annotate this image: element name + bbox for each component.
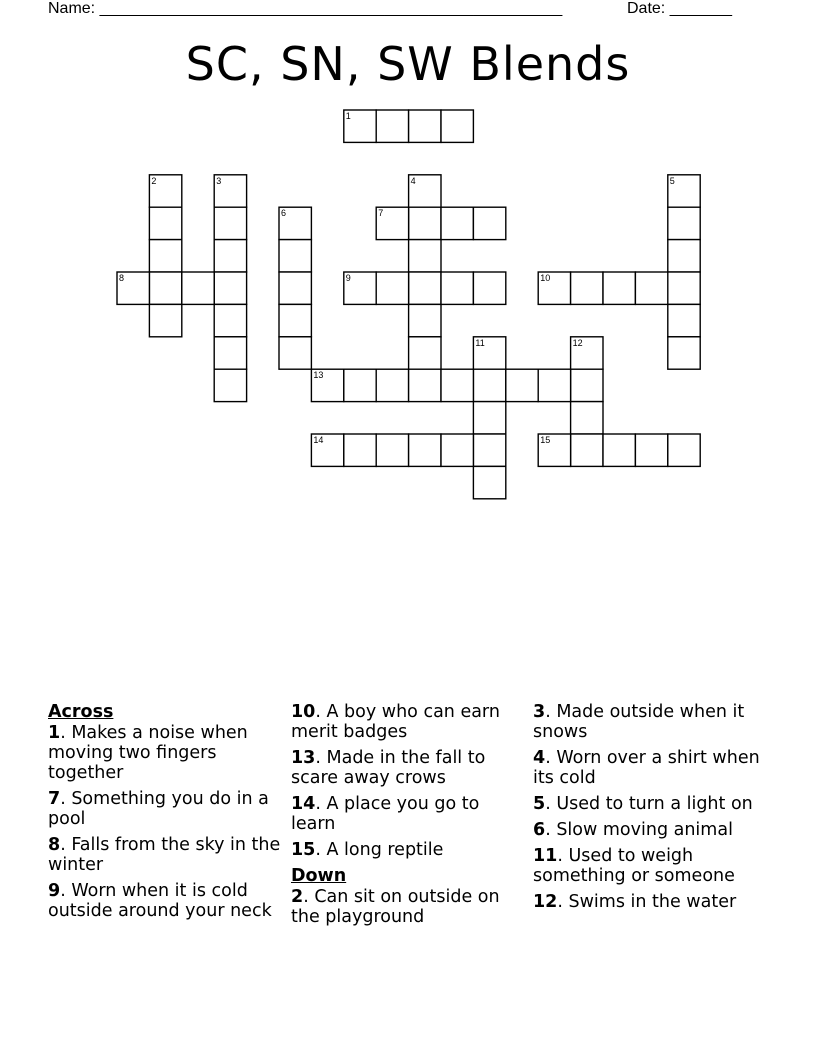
grid-cell[interactable] — [279, 272, 311, 304]
clue-number-label: 3 — [216, 175, 222, 186]
clue-number-label: 5 — [669, 175, 675, 186]
grid-cell[interactable] — [376, 272, 408, 304]
page-title: SC, SN, SW Blends — [185, 37, 631, 91]
grid-cell[interactable] — [441, 434, 473, 466]
grid-cell[interactable] — [668, 272, 700, 304]
grid-cell[interactable] — [441, 207, 473, 239]
grid-cell[interactable] — [473, 369, 505, 401]
grid-cell[interactable] — [538, 434, 570, 466]
grid-cell[interactable] — [571, 402, 603, 434]
grid-cell[interactable] — [311, 369, 343, 401]
clue-number-label: 12 — [572, 337, 583, 348]
grid-cell[interactable] — [344, 272, 376, 304]
grid-cell[interactable] — [214, 272, 246, 304]
grid-cell[interactable] — [473, 207, 505, 239]
clue-across-9: 9. Worn when it is cold outside around your neck — [48, 881, 272, 921]
clue-number-label: 6 — [281, 208, 287, 219]
grid-cell[interactable] — [149, 304, 181, 336]
clue-down-6: 6. Slow moving animal — [533, 820, 733, 840]
grid-cell[interactable] — [344, 110, 376, 142]
grid-cell[interactable] — [376, 110, 408, 142]
grid-cell[interactable] — [149, 272, 181, 304]
name-field[interactable] — [48, 0, 562, 18]
clue-number-label: 15 — [540, 435, 551, 445]
grid-cell[interactable] — [311, 434, 343, 466]
grid-cell[interactable] — [279, 207, 311, 239]
clue-across-8: 8. Falls from the sky in the winter — [48, 835, 281, 875]
clue-number-label: 7 — [378, 208, 384, 219]
grid-cell[interactable] — [506, 369, 538, 401]
grid-cell[interactable] — [473, 466, 505, 498]
grid-cell[interactable] — [409, 369, 441, 401]
grid-cell[interactable] — [117, 272, 149, 304]
grid-cell[interactable] — [376, 207, 408, 239]
grid-cell[interactable] — [668, 337, 700, 369]
grid-cell[interactable] — [409, 110, 441, 142]
grid-cell[interactable] — [668, 304, 700, 336]
grid-cell[interactable] — [409, 434, 441, 466]
grid-cell[interactable] — [571, 272, 603, 304]
grid-cell[interactable] — [214, 240, 246, 272]
clue-number-label: 13 — [313, 370, 324, 381]
grid-cell[interactable] — [214, 369, 246, 401]
grid-cell[interactable] — [538, 272, 570, 304]
grid-cell[interactable] — [603, 434, 635, 466]
clue-number-label: 2 — [151, 175, 157, 186]
across-heading: Across — [48, 702, 114, 722]
name-label: Name: — [48, 0, 100, 17]
grid-cell[interactable] — [214, 304, 246, 336]
grid-cell[interactable] — [441, 110, 473, 142]
date-label: Date: — [627, 0, 670, 17]
grid-cell[interactable] — [571, 369, 603, 401]
grid-cell[interactable] — [668, 175, 700, 207]
clue-number-label: 14 — [313, 435, 324, 445]
name-line[interactable]: ____________________________________________________ — [99, 0, 563, 17]
clue-number-label: 10 — [540, 273, 551, 283]
grid-cell[interactable] — [441, 369, 473, 401]
clue-number-label: 9 — [345, 273, 351, 283]
clue-across-15: 15. A long reptile — [291, 840, 444, 860]
grid-cell[interactable] — [571, 337, 603, 369]
clue-down-2: 2. Can sit on outside on the playground — [291, 887, 500, 927]
grid-cell[interactable] — [214, 337, 246, 369]
grid-cell[interactable] — [409, 272, 441, 304]
clue-across-7: 7. Something you do in a pool — [48, 789, 269, 829]
grid-cell[interactable] — [344, 369, 376, 401]
grid-cell[interactable] — [409, 207, 441, 239]
grid-cell[interactable] — [409, 240, 441, 272]
grid-cell[interactable] — [409, 304, 441, 336]
grid-cell[interactable] — [182, 272, 214, 304]
clue-across-10: 10. A boy who can earn merit badges — [291, 702, 500, 742]
grid-cell[interactable] — [473, 272, 505, 304]
clue-down-3: 3. Made outside when it snows — [533, 702, 745, 742]
grid-cell[interactable] — [376, 369, 408, 401]
clues-column-2 — [291, 702, 527, 933]
grid-cell[interactable] — [376, 434, 408, 466]
grid-cell[interactable] — [668, 207, 700, 239]
grid-cell[interactable] — [538, 369, 570, 401]
clue-number-label: 8 — [119, 273, 125, 283]
clue-down-12: 12. Swims in the water — [533, 892, 737, 912]
grid-cell[interactable] — [149, 207, 181, 239]
grid-cell[interactable] — [409, 175, 441, 207]
grid-cell[interactable] — [603, 272, 635, 304]
grid-cell[interactable] — [279, 337, 311, 369]
grid-cell[interactable] — [473, 402, 505, 434]
grid-cell[interactable] — [635, 434, 667, 466]
grid-cell[interactable] — [149, 175, 181, 207]
grid-cell[interactable] — [668, 434, 700, 466]
date-line[interactable]: _______ — [669, 0, 732, 17]
grid-cell[interactable] — [635, 272, 667, 304]
grid-cell[interactable] — [149, 240, 181, 272]
grid-cell[interactable] — [214, 207, 246, 239]
clue-across-1: 1. Makes a noise when moving two fingers together — [48, 723, 248, 783]
grid-cell[interactable] — [214, 175, 246, 207]
clue-number-label: 4 — [410, 175, 416, 186]
clues-column-1 — [48, 702, 284, 927]
grid-cell[interactable] — [279, 304, 311, 336]
down-heading: Down — [291, 866, 347, 886]
clues-column-3 — [533, 702, 773, 918]
clue-down-5: 5. Used to turn a light on — [533, 794, 753, 814]
grid-cell[interactable] — [668, 240, 700, 272]
clue-across-13: 13. Made in the fall to scare away crows — [291, 748, 486, 788]
grid-cell[interactable] — [344, 434, 376, 466]
grid-cell[interactable] — [571, 434, 603, 466]
grid-cell[interactable] — [409, 337, 441, 369]
grid-cell[interactable] — [441, 272, 473, 304]
clue-down-11: 11. Used to weigh something or someone — [533, 846, 735, 886]
grid-cell[interactable] — [473, 337, 505, 369]
clue-number-label: 11 — [475, 337, 485, 348]
grid-cell[interactable] — [473, 434, 505, 466]
clue-across-14: 14. A place you go to learn — [291, 794, 480, 834]
clue-down-4: 4. Worn over a shirt when its cold — [533, 748, 760, 788]
grid-cell[interactable] — [279, 240, 311, 272]
date-field[interactable] — [627, 0, 732, 18]
clue-number-label: 1 — [345, 111, 351, 121]
